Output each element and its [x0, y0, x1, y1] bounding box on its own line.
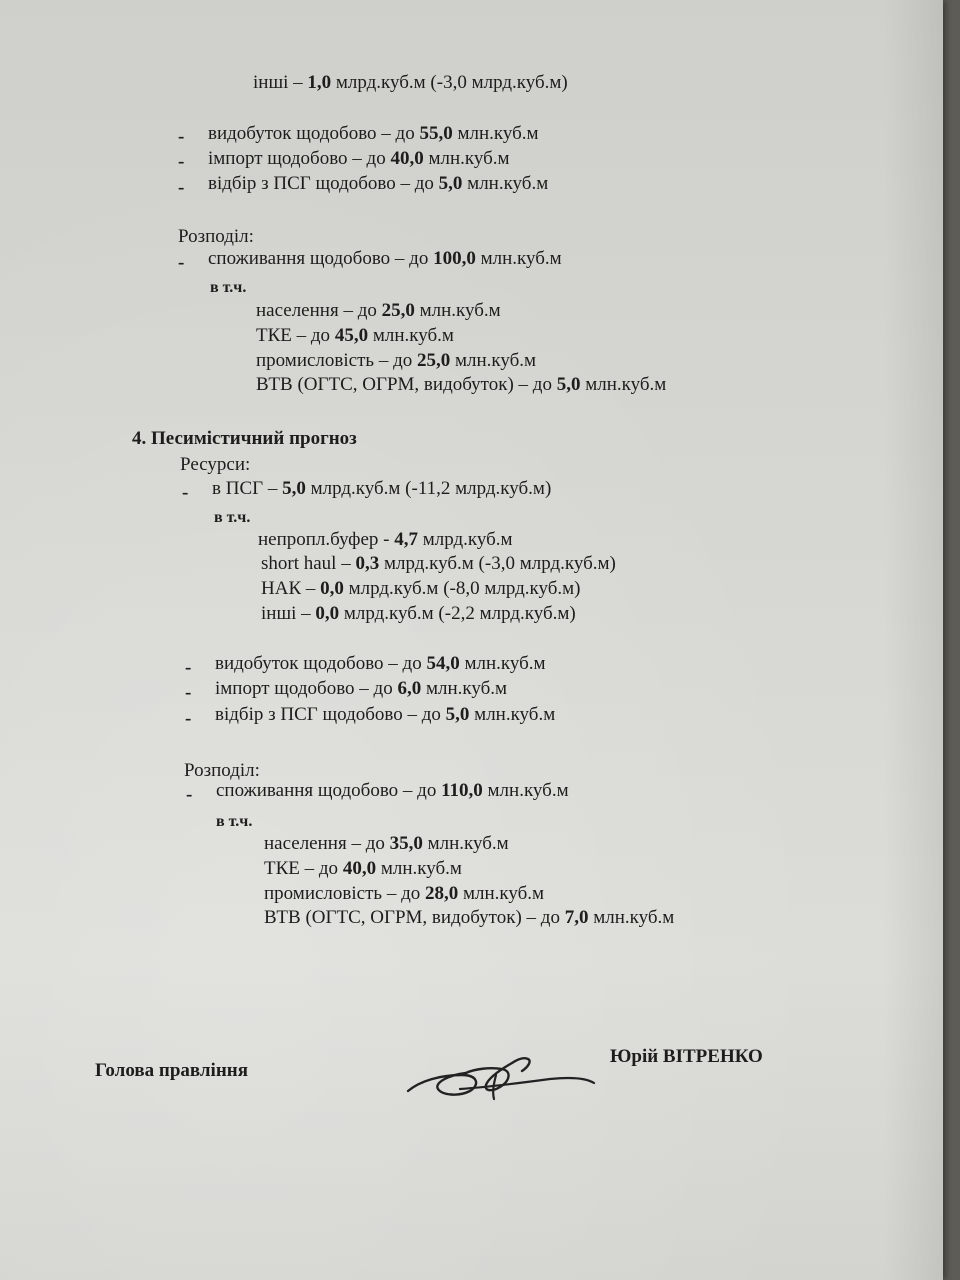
- including-label: в т.ч.: [214, 509, 251, 526]
- breakdown-population: населення – до 35,0 млн.куб.м: [264, 833, 509, 854]
- breakdown-tke: ТКЕ – до 40,0 млн.куб.м: [264, 858, 462, 879]
- signature: [400, 1045, 600, 1105]
- distribution-title: Розподіл:: [184, 760, 260, 781]
- breakdown-vtv: ВТВ (ОГТС, ОГРМ, видобуток) – до 7,0 млн.куб.м: [264, 907, 675, 928]
- signatory-name: Юрій ВІТРЕНКО: [610, 1046, 763, 1067]
- list-dash: -: [186, 784, 193, 805]
- signatory-position: Голова правління: [95, 1060, 249, 1081]
- including-label: в т.ч.: [210, 279, 247, 296]
- daily-line-withdrawal: відбір з ПСГ щодобово – до 5,0 млн.куб.м: [208, 173, 549, 194]
- daily-line-withdrawal: відбір з ПСГ щодобово – до 5,0 млн.куб.м: [215, 704, 556, 725]
- resource-line-inshi: інші – 1,0 млрд.куб.м (-3,0 млрд.куб.м): [253, 72, 568, 93]
- daily-line-import: імпорт щодобово – до 40,0 млн.куб.м: [208, 148, 510, 169]
- including-label: в т.ч.: [216, 813, 253, 830]
- list-dash: -: [185, 708, 192, 729]
- psg-line: в ПСГ – 5,0 млрд.куб.м (-11,2 млрд.куб.м): [212, 478, 552, 499]
- resource-nak: НАК – 0,0 млрд.куб.м (-8,0 млрд.куб.м): [261, 578, 581, 599]
- list-dash: -: [178, 252, 185, 273]
- distribution-title: Розподіл:: [178, 226, 254, 247]
- daily-line-import: імпорт щодобово – до 6,0 млн.куб.м: [215, 678, 508, 699]
- list-dash: -: [178, 126, 185, 147]
- resource-short-haul: short haul – 0,3 млрд.куб.м (-3,0 млрд.куб.м): [261, 553, 616, 574]
- breakdown-industry: промисловість – до 25,0 млн.куб.м: [256, 350, 537, 371]
- list-dash: -: [178, 151, 185, 172]
- section-heading-pessimistic: 4. Песимістичний прогноз: [132, 428, 357, 449]
- list-dash: -: [178, 177, 185, 198]
- daily-line-production: видобуток щодобово – до 54,0 млн.куб.м: [215, 653, 546, 674]
- resource-inshi: інші – 0,0 млрд.куб.м (-2,2 млрд.куб.м): [261, 603, 576, 624]
- resources-title: Ресурси:: [180, 454, 251, 475]
- breakdown-tke: ТКЕ – до 45,0 млн.куб.м: [256, 325, 454, 346]
- consumption-line: споживання щодобово – до 100,0 млн.куб.м: [208, 248, 562, 269]
- list-dash: -: [185, 682, 192, 703]
- breakdown-vtv: ВТВ (ОГТС, ОГРМ, видобуток) – до 5,0 млн.куб.м: [256, 374, 667, 395]
- breakdown-industry: промисловість – до 28,0 млн.куб.м: [264, 883, 545, 904]
- daily-line-production: видобуток щодобово – до 55,0 млн.куб.м: [208, 123, 539, 144]
- list-dash: -: [185, 657, 192, 678]
- resource-buffer: непропл.буфер - 4,7 млрд.куб.м: [258, 529, 513, 550]
- consumption-line: споживання щодобово – до 110,0 млн.куб.м: [216, 780, 569, 801]
- list-dash: -: [182, 482, 189, 503]
- breakdown-population: населення – до 25,0 млн.куб.м: [256, 300, 501, 321]
